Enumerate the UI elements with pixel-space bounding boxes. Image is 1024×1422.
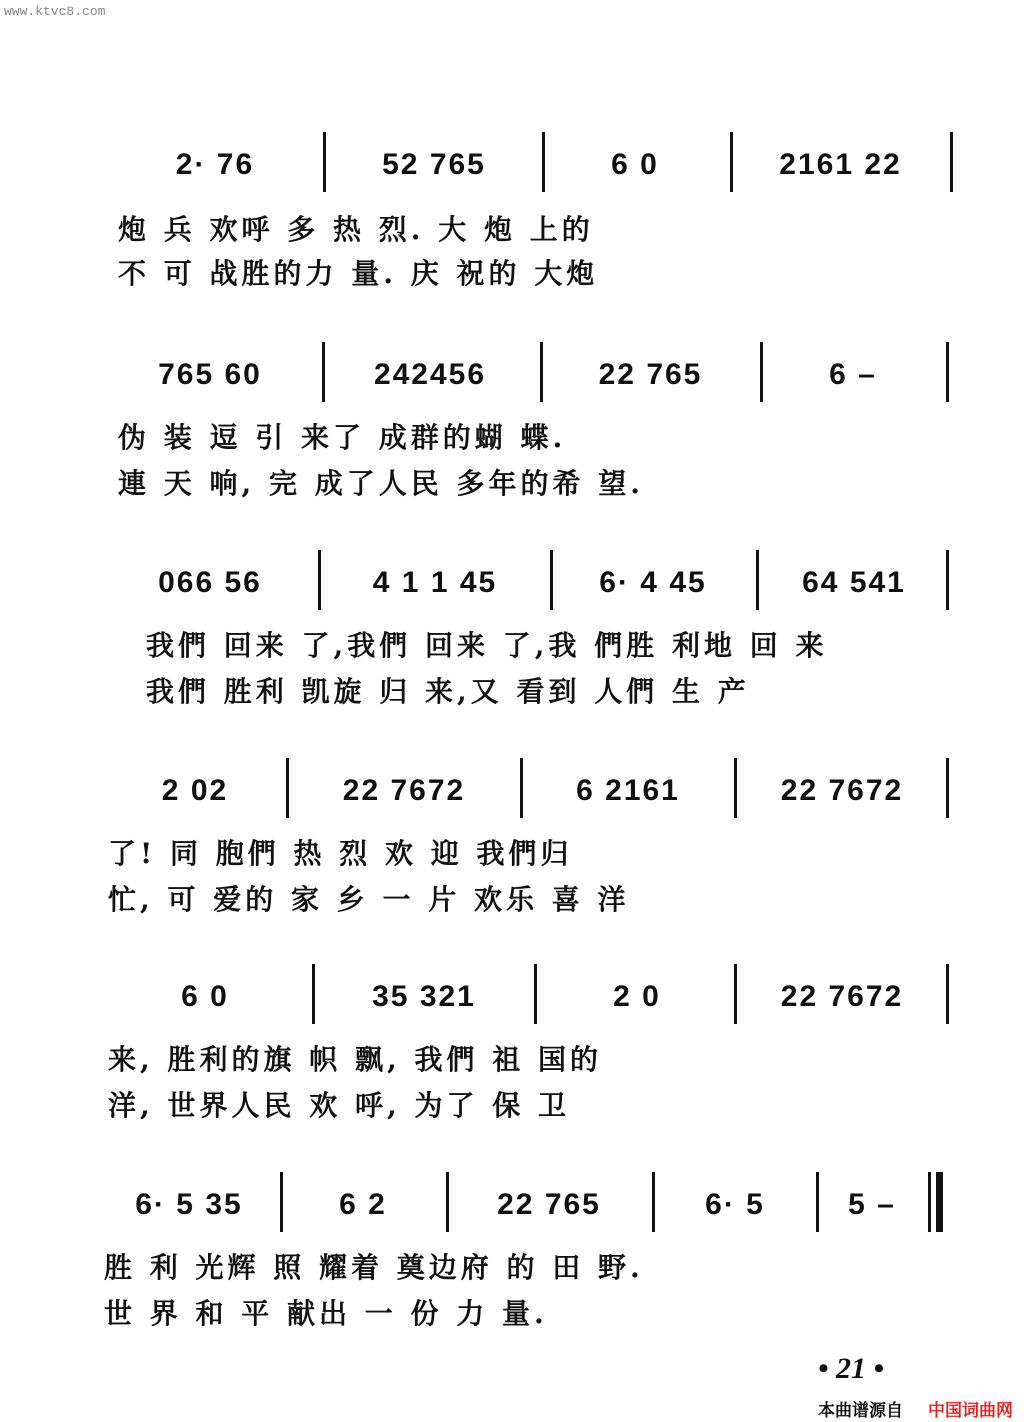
notes: 6 2161 — [576, 774, 680, 807]
notes: 2 02 — [161, 774, 229, 807]
measure — [294, 756, 514, 826]
bar-line — [550, 550, 553, 610]
measure — [110, 548, 310, 618]
bar-line — [312, 964, 315, 1024]
bar-line — [318, 550, 321, 610]
lyric-line-1: 炮 兵 欢呼 多 热 烈. 大 炮 上的 — [118, 213, 594, 246]
bar-line — [542, 132, 545, 192]
lyric-line-2: 不 可 战胜的力 量. 庆 祝的 大炮 — [118, 257, 599, 290]
notes: 6 0 — [181, 980, 229, 1013]
notes: 22 765 — [497, 1188, 601, 1221]
footer-source-text: 本曲谱源自 — [818, 1401, 903, 1421]
bar-line — [734, 964, 737, 1024]
bar-line — [756, 550, 759, 610]
measure — [738, 130, 943, 200]
bar-line — [730, 132, 733, 192]
bar-line — [652, 1172, 655, 1232]
page-number: • 21 • — [818, 1352, 885, 1385]
bar-line — [946, 964, 949, 1024]
bar-line — [760, 342, 763, 402]
lyric-line-1: 我們 回来 了,我們 回来 了,我 們胜 利地 回 来 — [146, 629, 828, 662]
bar-line — [323, 132, 326, 192]
measure — [764, 548, 944, 618]
measure — [768, 340, 938, 410]
score-system-6 — [0, 1170, 1024, 1340]
bar-line — [286, 758, 289, 818]
measure — [104, 1170, 274, 1240]
notes: 6· 4 45 — [599, 566, 707, 599]
notes: 2161 22 — [779, 148, 902, 181]
notes: 2 0 — [613, 980, 661, 1013]
score-system-3 — [0, 548, 1024, 718]
measure — [454, 1170, 644, 1240]
score-system-5 — [0, 962, 1024, 1122]
bar-line — [734, 758, 737, 818]
notes: 4 1 1 45 — [372, 566, 498, 599]
bar-line — [280, 1172, 283, 1232]
notes: 22 7672 — [780, 774, 904, 807]
notes: 242456 — [373, 358, 487, 391]
measure — [742, 756, 942, 826]
footer-site-link[interactable]: 中国词曲网 — [928, 1401, 1013, 1421]
notes: 765 60 — [158, 358, 262, 391]
measure — [320, 962, 528, 1032]
measure — [110, 962, 300, 1032]
notes: 22 765 — [598, 358, 703, 391]
bar-line — [946, 758, 949, 818]
score-system-1 — [0, 130, 1024, 290]
measure — [742, 962, 942, 1032]
lyric-line-1: 来, 胜利的旗 帜 飘, 我們 祖 国的 — [108, 1043, 602, 1076]
notes: 6· 5 35 — [135, 1188, 243, 1221]
notes: 22 7672 — [780, 980, 904, 1013]
measure — [550, 130, 720, 200]
lyric-line-2: 洋, 世界人民 欢 呼, 为了 保 卫 — [108, 1089, 570, 1122]
watermark-top: www.ktvc8.com — [4, 4, 106, 19]
bar-line — [946, 550, 949, 610]
final-bar-line — [936, 1172, 943, 1232]
measure — [822, 1170, 922, 1240]
notes: 6 – — [829, 358, 877, 391]
bar-line — [946, 342, 949, 402]
measure — [326, 548, 544, 618]
notes: 066 56 — [158, 566, 262, 599]
measure — [330, 340, 530, 410]
lyric-line-1: 了! 同 胞們 热 烈 欢 迎 我們归 — [108, 837, 573, 870]
measure — [330, 130, 538, 200]
notes: 2· 76 — [175, 148, 255, 181]
bar-line — [534, 964, 537, 1024]
notes: 64 541 — [802, 566, 906, 599]
measure — [542, 962, 732, 1032]
bar-line — [540, 342, 543, 402]
bar-line — [322, 342, 325, 402]
measure — [558, 548, 748, 618]
lyric-line-2: 連 天 响, 完 成了人民 多年的希 望. — [118, 467, 644, 500]
bar-line — [950, 132, 953, 192]
measure — [548, 340, 753, 410]
lyric-line-1: 胜 利 光辉 照 耀着 奠边府 的 田 野. — [104, 1251, 644, 1284]
notes: 52 765 — [382, 148, 486, 181]
measure — [110, 130, 320, 200]
score-system-2 — [0, 340, 1024, 500]
bar-line — [816, 1172, 819, 1232]
notes: 6 0 — [611, 148, 659, 181]
bar-line — [520, 758, 523, 818]
notes: 6 2 — [339, 1188, 387, 1221]
notes: 35 321 — [372, 980, 476, 1013]
bar-line — [446, 1172, 449, 1232]
lyric-line-2: 忙, 可 爱的 家 乡 一 片 欢乐 喜 洋 — [108, 883, 630, 916]
lyric-line-2: 我們 胜利 凯旋 归 来,又 看到 人們 生 产 — [146, 675, 750, 708]
notes: 5 – — [848, 1188, 896, 1221]
score-system-4 — [0, 756, 1024, 916]
measure — [110, 756, 280, 826]
notes: 22 7672 — [342, 774, 466, 807]
notes: 6· 5 — [705, 1188, 765, 1221]
measure — [660, 1170, 810, 1240]
lyric-line-1: 伪 装 逗 引 来了 成群的蝴 蝶. — [118, 421, 567, 454]
lyric-line-2: 世 界 和 平 献出 一 份 力 量. — [104, 1297, 548, 1330]
measure — [110, 340, 310, 410]
measure — [288, 1170, 438, 1240]
bar-line — [928, 1172, 931, 1232]
measure — [528, 756, 728, 826]
